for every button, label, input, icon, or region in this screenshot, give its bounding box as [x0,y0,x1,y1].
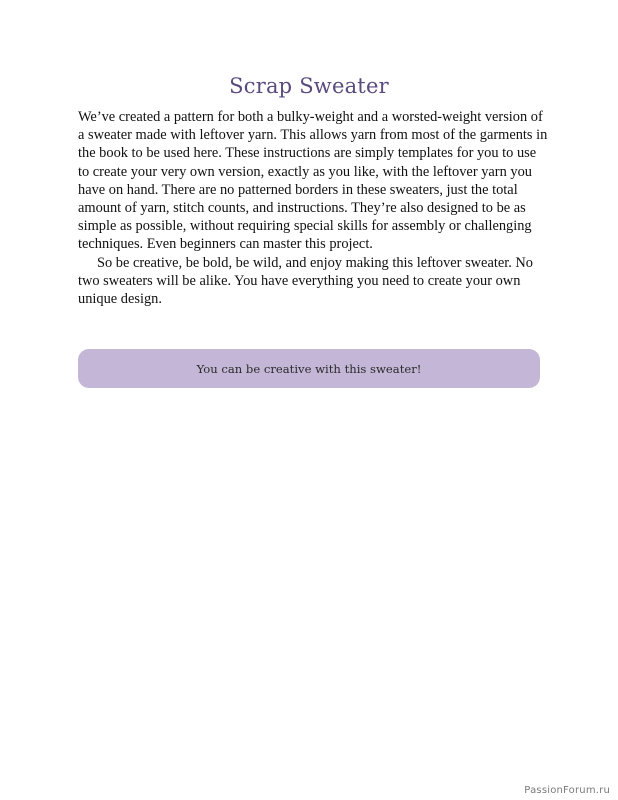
callout-box [78,349,540,388]
closing-paragraph: So be creative, be bold, be wild, and enjoy making this leftover sweater. No two sweaters will be alike. You have everything you need to create your own unique design. [78,254,533,308]
intro-paragraph: We’ve created a pattern for both a bulky-weight and a worsted-weight version of a sweater made with leftover yarn. This allows yarn from most of the garments in the book to be used here. These instructions are simply templates for you to use to create your very own version, exactly as you like, with the leftover yarn you have on hand. There are no patterned borders in these sweaters, just the total amount of yarn, stitch counts, and instructions. They’re also designed to be as simple as possible, without requiring special skills for assembly or challenging techniques. Even beginners can master this project. [78,109,548,253]
watermark: PassionForum.ru [524,785,610,796]
callout-text: You can be creative with this sweater! [196,361,422,376]
page-title: Scrap Sweater [229,74,389,98]
body-text [78,108,548,308]
